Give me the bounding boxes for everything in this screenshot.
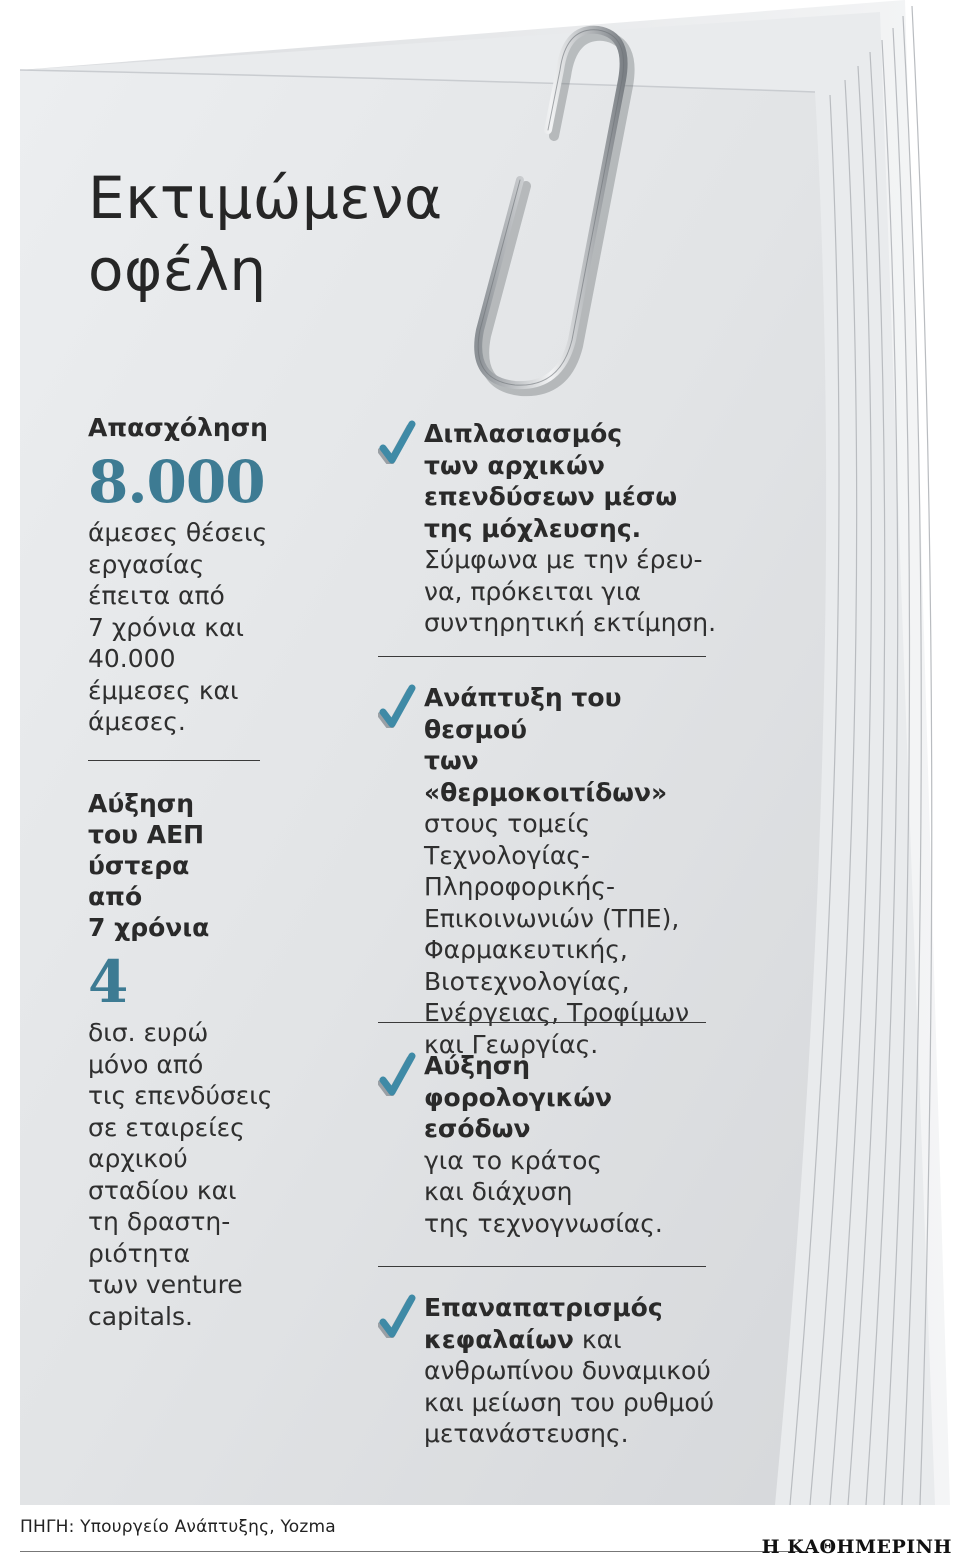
bold-line: των αρχικών [424, 450, 605, 480]
gdp-heading [88, 788, 288, 943]
bold-line: φορολογικών [424, 1082, 613, 1112]
heading-line: από [88, 882, 143, 911]
employment-value: 8.000 [88, 448, 265, 516]
text-line: και μείωση του ρυθμού [424, 1387, 715, 1417]
text-line: ανθρωπίνου δυναμικού [424, 1356, 711, 1385]
text-line: έμμεσες και [88, 675, 239, 705]
text-line: Τεχνολογίας- [424, 840, 591, 870]
publisher-logo: Η ΚΑΘΗΜΕΡΙΝΗ [761, 1536, 952, 1558]
benefit-text [424, 1292, 724, 1450]
gdp-stat [88, 788, 288, 1332]
bold-line: επενδύσεων μέσω [424, 482, 678, 511]
text-line: Φαρμακευτικής, [424, 935, 628, 964]
text-line: άμεσες. [88, 707, 186, 736]
text-line: εργασίας [88, 549, 205, 579]
gdp-description [88, 1017, 288, 1332]
bold-line: εσόδων [424, 1114, 531, 1143]
benefit-divider [378, 656, 706, 657]
title-line-2: οφέλη [88, 236, 267, 304]
text-line: για το κράτος [424, 1145, 603, 1175]
text-line: αρχικού [88, 1144, 188, 1173]
text-line: 40.000 [88, 644, 176, 673]
text-line: να, πρόκειται για [424, 576, 641, 606]
text-line: μόνο από [88, 1049, 204, 1079]
bold-line: των «θερμοκοιτίδων» [424, 746, 668, 807]
text-line: Σύμφωνα με την έρευ- [424, 545, 703, 574]
bold-fragment: κεφαλαίων [424, 1324, 574, 1354]
text-fragment: και [573, 1324, 622, 1354]
checkmark-icon [378, 420, 416, 464]
text-line: σταδίου και [88, 1175, 237, 1205]
text-line: Πληροφορικής- [424, 872, 615, 901]
employment-stat [88, 412, 288, 738]
text-line: στους τομείς [424, 809, 591, 838]
benefit-divider [378, 1266, 706, 1267]
heading-line: 7 χρόνια [88, 913, 210, 942]
benefit-text [424, 418, 724, 639]
text-line: μετανάστευσης. [424, 1419, 629, 1448]
text-line: τις επενδύσεις [88, 1081, 273, 1110]
text-line: capitals. [88, 1301, 193, 1331]
bold-line: Ανάπτυξη του θεσμού [424, 683, 622, 744]
heading-line: ύστερα [88, 851, 190, 880]
bold-line: της μόχλευσης. [424, 513, 642, 543]
text-line: των venture [88, 1270, 243, 1299]
text-line: 7 χρόνια και [88, 612, 244, 642]
text-line: Βιοτεχνολογίας, [424, 966, 630, 996]
benefit-text [424, 682, 724, 1060]
text-line: έπειτα από [88, 581, 225, 610]
text-line: τη δραστη- [88, 1207, 231, 1236]
mixed-line [424, 1324, 724, 1356]
text-line: και διάχυση [424, 1177, 573, 1206]
text-line: Επικοινωνιών (ΤΠΕ), [424, 903, 680, 933]
heading-line: του ΑΕΠ [88, 820, 205, 849]
heading-line: Αύξηση [88, 789, 195, 818]
bold-line: Αύξηση [424, 1051, 531, 1080]
text-line: της τεχνογνωσίας. [424, 1208, 663, 1238]
checkmark-icon [378, 684, 416, 728]
bold-line: Επαναπατρισμός [424, 1293, 663, 1322]
left-divider [88, 760, 260, 761]
text-line: σε εταιρείες [88, 1112, 245, 1142]
source-note: ΠΗΓΗ: Υπουργείο Ανάπτυξης, Yozma [20, 1517, 336, 1537]
text-line: δισ. ευρώ [88, 1018, 209, 1047]
benefit-text [424, 1050, 724, 1239]
text-line: άμεσες θέσεις [88, 518, 268, 547]
text-line: και Γεωργίας. [424, 1029, 599, 1059]
bold-line: Διπλασιασμός [424, 419, 623, 448]
benefit-divider [378, 1022, 706, 1023]
checkmark-icon [378, 1294, 416, 1338]
employment-heading: Απασχόληση [88, 413, 268, 442]
employment-description [88, 517, 288, 738]
footer-rule [20, 1551, 808, 1552]
text-line: συντηρητική εκτίμηση. [424, 608, 717, 637]
text-line: ριότητα [88, 1238, 191, 1268]
title-line-1: Εκτιμώμενα [88, 164, 443, 232]
checkmark-icon [378, 1052, 416, 1096]
gdp-value: 4 [88, 948, 128, 1016]
page-title [88, 162, 468, 306]
text-line: Ενέργειας, Τροφίμων [424, 998, 690, 1027]
